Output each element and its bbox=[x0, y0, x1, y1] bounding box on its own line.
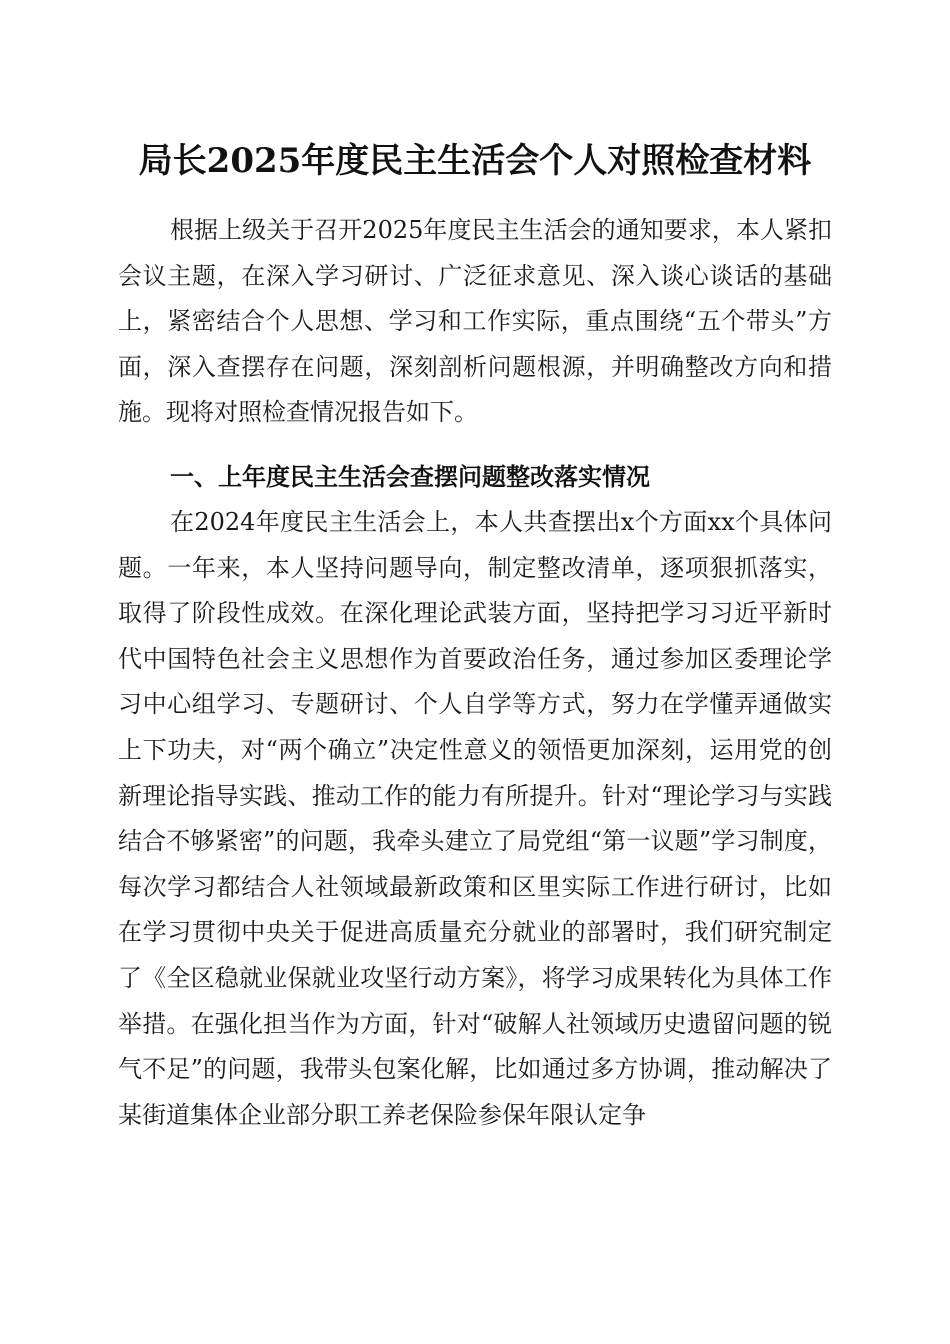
intro-paragraph: 根据上级关于召开2025年度民主生活会的通知要求，本人紧扣会议主题，在深入学习研讨、广泛征求意见、深入谈心谈话的基础上，紧密结合个人思想、学习和工作实际，重点围绕“五个带头”方面，深入查摆存在问题，深刻剖析问题根源，并明确整改方向和措施。现将对照检查情况报告如下。 bbox=[118, 216, 832, 427]
section-heading: 一、上年度民主生活会查摆问题整改落实情况 bbox=[170, 463, 650, 491]
section-paragraph: 在2024年度民主生活会上，本人共查摆出x个方面xx个具体问题。一年来，本人坚持问题导向，制定整改清单，逐项狠抓落实，取得了阶段性成效。在深化理论武装方面，坚持把学习习近平新时代中国特色社会主义思想作为首要政治任务，通过参加区委理论学习中心组学习、专题研讨、个人自学等方式，努力在学懂弄通做实上下功夫，对“两个确立”决定性意义的领悟更加深刻，运用党的创新理论指导实践、推动工作的能力有所提升。针对“理论学习与实践结合不够紧密”的问题，我牵头建立了局党组“第一议题”学习制度，每次学习都结合人社领域最新政策和区里实际工作进行研讨，比如在学习贯彻中央关于促进高质量充分就业的部署时，我们研究制定了《全区稳就业保就业攻坚行动方案》，将学习成果转化为具体工作举措。在强化担当作为方面，针对“破解人社领域历史遗留问题的锐气不足”的问题，我带头包案化解，比如通过多方协调，推动解决了某街道集体企业部分职工养老保险参保年限认定争 bbox=[118, 508, 832, 1129]
document-title: 局长2025年度民主生活会个人对照检查材料 bbox=[138, 141, 812, 181]
